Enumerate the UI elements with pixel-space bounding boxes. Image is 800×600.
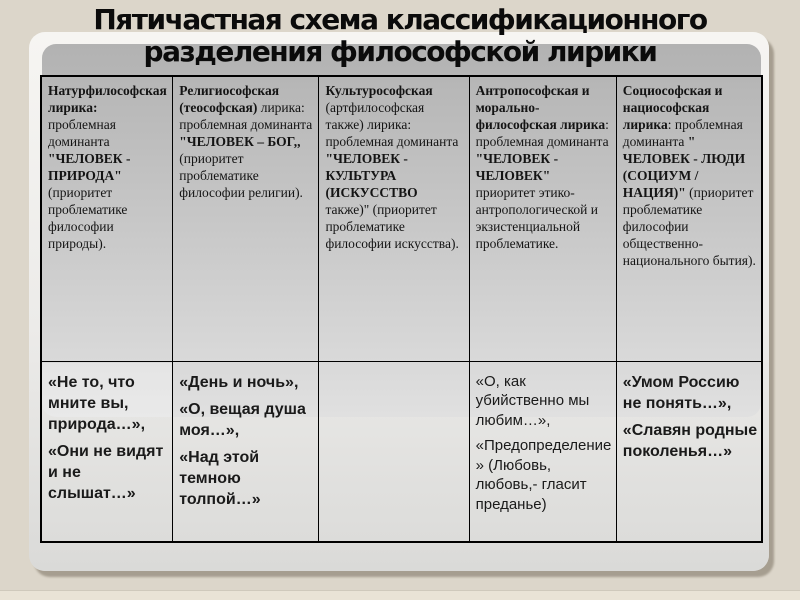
poem-quote: «О, вещая душа моя…»,	[179, 400, 306, 439]
classification-table	[40, 75, 763, 543]
poem-quote: «Над этой темною толпой…»	[179, 448, 261, 509]
header-text-bold-run: " ЧЕЛОВЕК - ЛЮДИ (СОЦИУМ / НАЦИЯ)"	[622, 134, 746, 200]
header-text-bold-run: Социософская и нациософская лирика	[622, 83, 723, 132]
header-text-run: приоритет этико-антропологической и экзистенциальной проблематике.	[475, 185, 598, 251]
header-text-run: : проблемная доминанта	[475, 117, 609, 149]
example-cell-social	[617, 362, 761, 541]
header-cell-culturosophical	[319, 77, 469, 362]
header-text-bold-run: "ЧЕЛОВЕК - КУЛЬТУРА (ИСКУССТВО	[325, 151, 418, 200]
header-text-bold-run: Натурфилософская лирика:	[48, 83, 167, 115]
header-cell-sociosophical	[617, 77, 761, 362]
header-text-bold-run: "ЧЕЛОВЕК - ПРИРОДА"	[48, 151, 131, 183]
poem-quote: «О, как убийственно мы любим…»,	[475, 372, 590, 429]
header-text-bold-run: Культурософская	[325, 83, 433, 98]
header-text-bold-run: Антропософская и морально-философская лирика	[475, 83, 606, 132]
poem-quote: «Не то, что мните вы, природа…»,	[48, 373, 146, 433]
poem-quote: «День и ночь»,	[179, 373, 299, 391]
header-text-run: : проблемная доминанта	[622, 117, 743, 149]
header-text-bold-run: "ЧЕЛОВЕК – БОГ,,	[179, 134, 301, 149]
poem-quote: «Славян родные поколенья…»	[622, 421, 758, 460]
header-cell-religiosophical	[173, 77, 319, 362]
header-text-run: также)" (приоритет проблематике философии искусства).	[325, 202, 459, 251]
poem-quote: «Предопределение» (Любовь, любовь,- гласит преданье)	[475, 437, 612, 513]
slide-bottom-strip	[0, 590, 800, 600]
header-text-run: (приоритет проблематике философии религии).	[179, 151, 303, 200]
poem-quote: «Умом Россию не понять…»,	[622, 373, 740, 412]
header-text-run: (приоритет проблематике философии общественно-национального бытия).	[622, 185, 756, 268]
example-cell-natural	[42, 362, 173, 541]
header-text-run: проблемная доминанта	[48, 117, 116, 149]
header-cell-naturphilosophical	[42, 77, 173, 362]
poem-quote: «Они не видят и не слышат…»	[48, 442, 164, 503]
example-cell-religious	[173, 362, 319, 541]
slide-title-line-1: Пятичастная схема классификационного	[93, 3, 707, 36]
slide-title	[0, 4, 800, 68]
header-text-run: лирика: проблемная доминанта	[179, 100, 313, 132]
header-text-bold-run: Религиософская (теософская)	[179, 83, 280, 115]
header-text-run: (приоритет проблематике философии природы).	[48, 185, 128, 251]
header-cell-anthroposophical	[470, 77, 617, 362]
slide-title-line-2: разделения философской лирики	[143, 35, 657, 68]
header-text-run: (артфилософская также) лирика: проблемная доминанта	[325, 100, 459, 149]
header-text-bold-run: "ЧЕЛОВЕК - ЧЕЛОВЕК"	[475, 151, 559, 183]
example-cell-cultural-empty	[319, 362, 469, 541]
example-cell-anthropological	[470, 362, 617, 541]
